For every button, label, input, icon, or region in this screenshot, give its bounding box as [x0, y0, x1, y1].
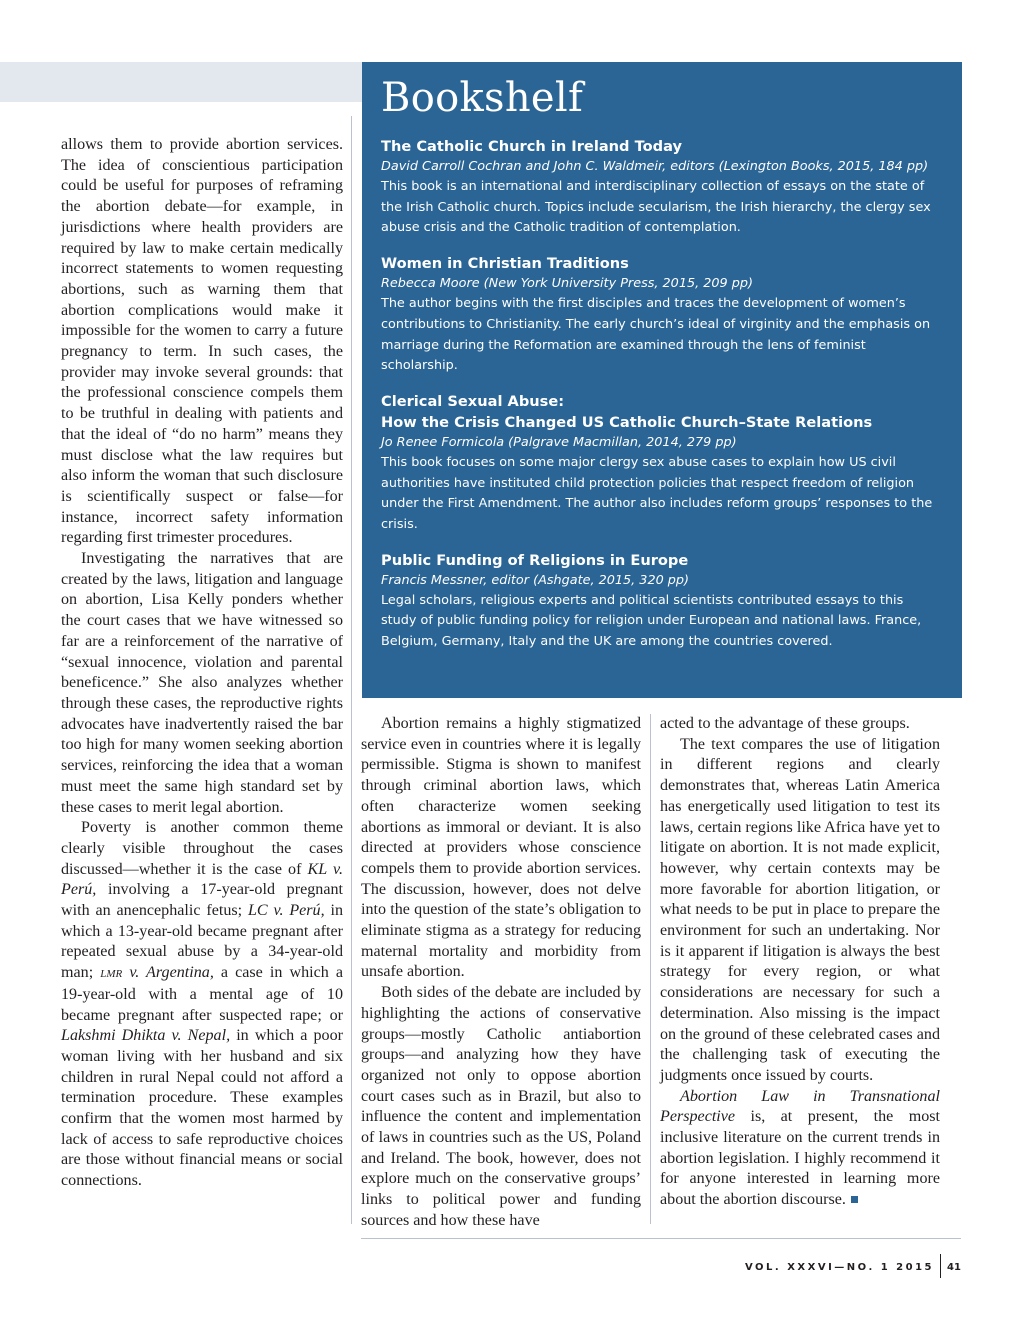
paragraph: acted to the advantage of these groups. [660, 715, 910, 732]
paragraph: Both sides of the debate are included by highlighting the actions of conservative groups—mostly Catholic antiabortion groups—and analyzing how they have organized not only to oppose abortion court cases such as in Brazil, but also to influence the content and implementation of laws in countries such as the US, Poland and Ireland. The book, however, does not explore much on the conservative groups’ links to political power and funding sources and how these have [361, 984, 641, 1229]
book-entry [381, 136, 942, 239]
book-entry [381, 550, 942, 653]
case-name: LMR [100, 968, 123, 981]
end-mark-icon [851, 1196, 858, 1203]
issue-folio: VOL. XXXVI—NO. 1 2015 [744, 1262, 934, 1273]
case-name: LC v. Perú, [247, 902, 325, 920]
case-name: Lakshmi Dhikta v. Nepal, [61, 1027, 231, 1045]
folio-separator [940, 1254, 941, 1278]
paragraph: Abortion Law in Transnational Perspective is, at present, the most inclusive literature on the current trends in abortion legislation. I highly recommend it for anyone interested in learning more about the abortion discourse. [660, 1087, 940, 1209]
book-description: The author begins with the first disciples and traces the development of women’s contributions to Christianity. The early church’s ideal of virginity and the emphasis on marriage during the Reformation are examined through the lens of feminist scholarship. [381, 296, 931, 374]
book-entry [381, 391, 942, 536]
column-divider [650, 714, 651, 1224]
book-entry [381, 253, 942, 377]
paragraph: Poverty is another common theme clearly visible throughout the cases discussed—whether it is the case of KL v. Perú, involving a 17-year-old pregnant with an anencephalic fetus; LC v. Perú, in which a 13-year-old became pregnant after repeated sexual abuse by a 34-year-old man; LMR v. Argentina, a case in which a 19-year-old with a mental age of 10 became pregnant after suspected rape; or Lakshmi Dhikta v. Nepal, in which a poor woman living with her husband and six children in rural Nepal could not afford a termination procedure. These examples confirm that the women most harmed by lack of access to safe reproductive choices are those without financial means or social connections. [61, 819, 343, 1190]
article-column-1 [61, 135, 343, 1192]
book-description: Legal scholars, religious experts and political scientists contributed essays to this study of public funding policy for religion under European and national laws. France, Belgium, Germany, Italy and the UK are among the countries covered. [381, 592, 922, 650]
paragraph: Investigating the narratives that are created by the laws, litigation and language on abortion, Lisa Kelly ponders whether the court cases that we have witnessed so far are a reinforcement of the narrative of “sexual innocence, violation and parental beneficence.” She also analyzes whether through these cases, the reproductive rights advocates have inadvertently raised the bar too high for many women seeking abortion services, reinforcing the idea that a woman must meet the same high standard set by these cases to merit legal abortion. [61, 550, 343, 816]
book-meta: David Carroll Cochran and John C. Waldmeir, editors (Lexington Books, 2015, 184 pp) [381, 159, 929, 174]
footer-rule [361, 1238, 961, 1239]
book-title: Public Funding of Religions in Europe [381, 551, 689, 569]
book-description: This book is an international and interdisciplinary collection of essays on the state of the Irish Catholic church. Topics include secularism, the Irish hierarchy, the clergy sex abuse crisis and the Catholic tradition of contemplation. [381, 179, 931, 236]
book-description: This book focuses on some major clergy sex abuse cases to explain how US civil authorities have instituted child protection policies that respect freedom of religion under the First Amendment. The author also includes reform groups’ responses to the crisis. [381, 454, 933, 533]
article-column-2 [361, 714, 641, 1232]
bookshelf-heading: Bookshelf [381, 75, 584, 121]
book-meta: Rebecca Moore (New York University Press, 2015, 209 pp) [381, 276, 753, 292]
case-name: v. Argentina, [122, 964, 214, 982]
paragraph: Abortion remains a highly stigmatized service even in countries where it is legally permissible. Stigma is shown to manifest through criminal abortion laws, which often characterize women seeking abortions as immoral or deviant. It is also directed at providers whose conscience compels them to provide abortion services. The discussion, however, does not delve into the question of the state’s obligation to eliminate stigma as a strategy for reducing maternal mortality and morbidity from unsafe abortion. [361, 715, 641, 981]
book-title: The Catholic Church in Ireland Today [381, 138, 682, 155]
column-divider [351, 116, 352, 1224]
book-title: Clerical Sexual Abuse: How the Crisis Changed US Catholic Church–State Relations [381, 392, 873, 431]
case-name: KL v. Perú, [61, 860, 343, 899]
book-title: Women in Christian Traditions [381, 255, 629, 273]
paragraph: allows them to provide abortion services. The idea of conscientious participation could be useful for purposes of reframing the abortion debate—for example, in jurisdictions where health providers are required by law to make certain medically incorrect statements to women requesting abortions, such as warning them that abortion complications would make it impossible for the women to carry a future pregnancy to term. In such cases, the provider may invoke several grounds: that the professional conscience compels them to be truthful in dealing with patients and that the ideal of “do no harm” means they must disclose what the law requires but also inform the woman that such disclosure is scientifically suspect or false—for instance, incorrect safety information regarding first trimester procedures. [61, 136, 343, 547]
page-number: 41 [947, 1262, 961, 1273]
book-meta: Francis Messner, editor (Ashgate, 2015, 320 pp) [381, 572, 690, 588]
bookshelf-box [362, 62, 962, 698]
book-title-reference: Abortion Law in Transnational Perspective [660, 1087, 940, 1126]
paragraph: The text compares the use of litigation in different regions and clearly demonstrates that, whereas Latin America has energetically used litigation to test its laws, certain regions like Africa have yet to litigate on abortion. It is not made explicit, however, why certain contexts may be more favorable for abortion litigation, or what needs to be put in place to prepare the environment for such an undertaking. Nor is it apparent if litigation is always the best strategy for every region, or what considerations are necessary for such a determination. Also missing is the impact on the ground of these celebrated cases and the challenging task of executing the judgments once issued by courts. [660, 735, 940, 1084]
book-meta: Jo Renee Formicola (Palgrave Macmillan, 2014, 279 pp) [381, 434, 737, 450]
article-column-3 [660, 714, 940, 1211]
